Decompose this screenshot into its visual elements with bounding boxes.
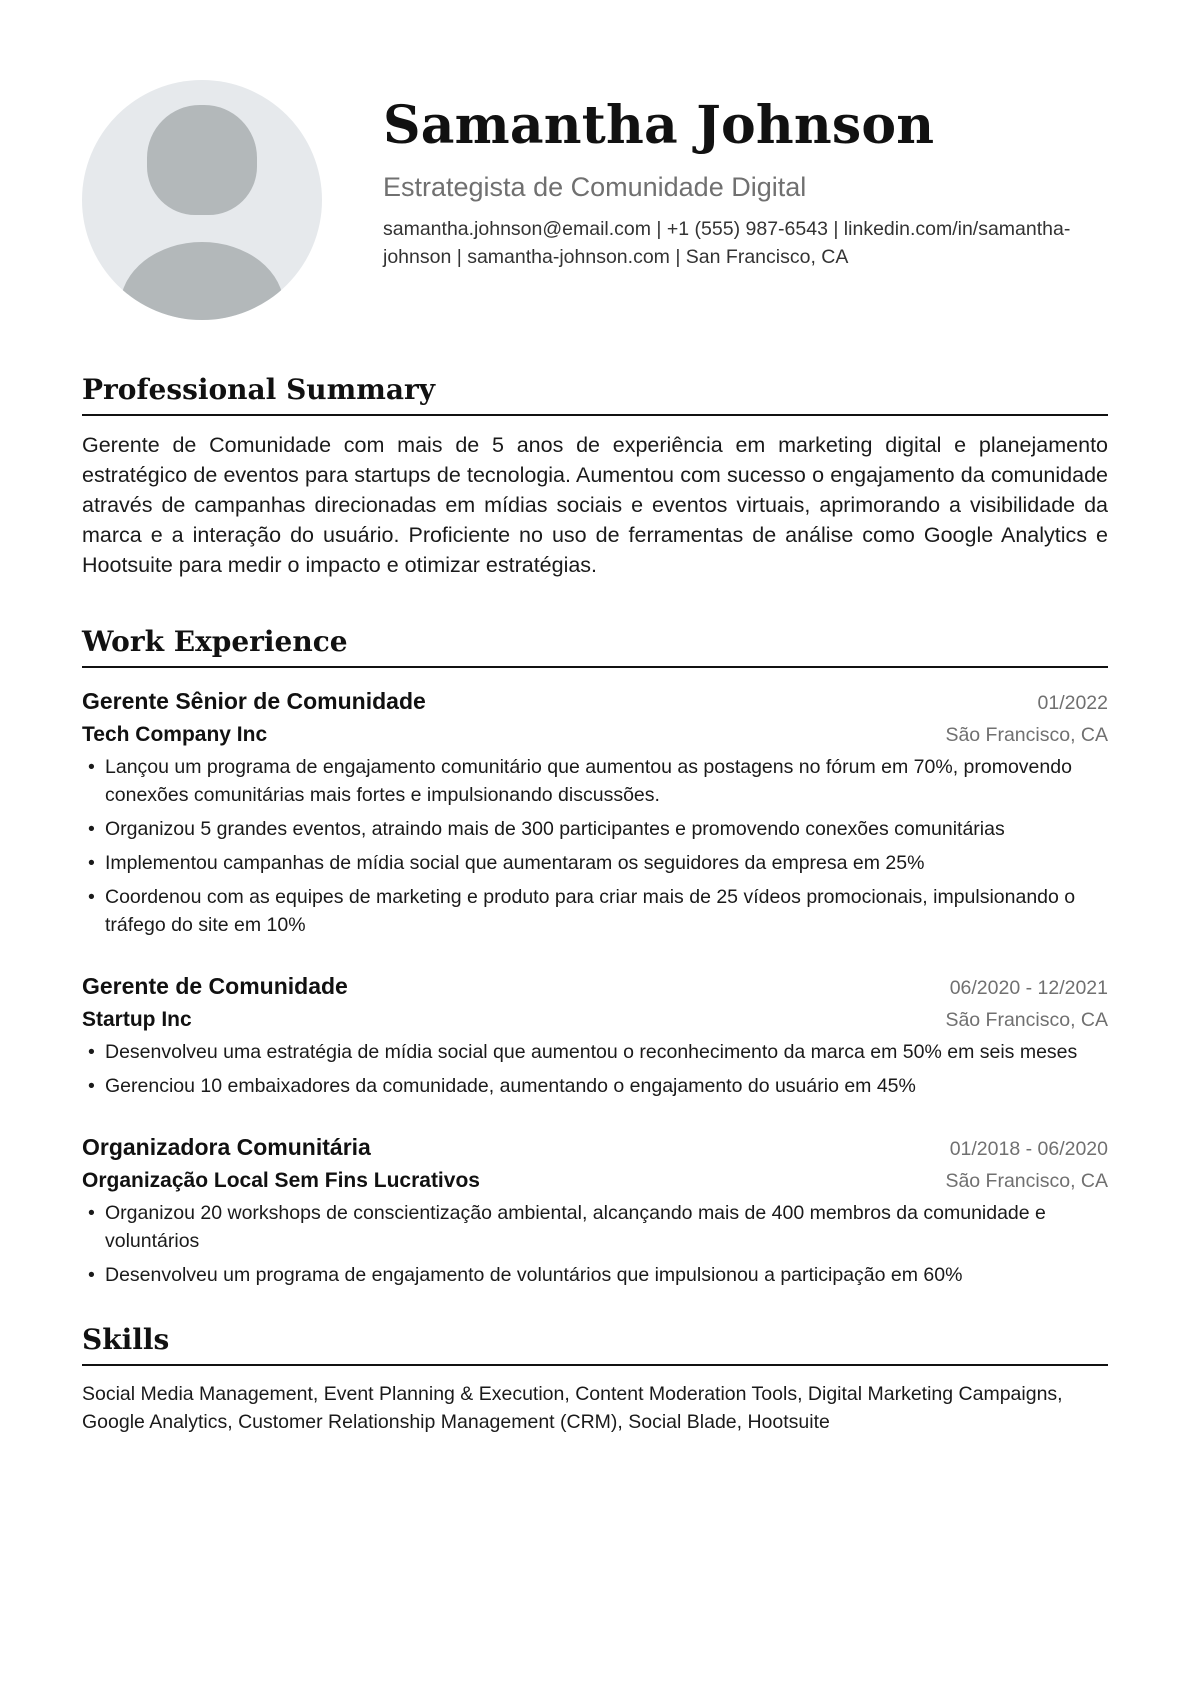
job-company: Organização Local Sem Fins Lucrativos	[82, 1168, 480, 1192]
job-location: São Francisco, CA	[945, 1008, 1108, 1031]
job-date: 01/2018 - 06/2020	[949, 1137, 1108, 1160]
job-company-row	[82, 1008, 1108, 1032]
section-heading: Skills	[82, 1325, 1108, 1366]
bullet-item: • Coordenou com as equipes de marketing e produto para criar mais de 25 vídeos promocionais, impulsionando o tráfego do site em 10%	[82, 883, 1108, 939]
job-header-row	[82, 1134, 1108, 1161]
bullet-item: • Implementou campanhas de mídia social que aumentaram os seguidores da empresa em 25%	[82, 849, 1108, 877]
summary-section	[82, 375, 1108, 580]
avatar-head-shape	[147, 105, 257, 215]
candidate-name: Samantha Johnson	[383, 95, 935, 156]
job-entry	[82, 1134, 1108, 1289]
bullet-item: • Lançou um programa de engajamento comunitário que aumentou as postagens no fórum em 70%, promovendo conexões comunitárias mais fortes e impulsionando discussões.	[82, 753, 1108, 809]
job-header-row	[82, 973, 1108, 1000]
skills-section	[82, 1325, 1108, 1436]
job-company-row	[82, 723, 1108, 747]
section-heading: Professional Summary	[82, 375, 1108, 416]
job-header-row	[82, 688, 1108, 715]
skills-text: Social Media Management, Event Planning & Execution, Content Moderation Tools, Digital Marketing Campaigns, Google Analytics, Customer Relationship Management (CRM), Social Blade, Hootsuite	[82, 1382, 1063, 1433]
job-entry	[82, 688, 1108, 939]
bullet-item: • Desenvolveu uma estratégia de mídia social que aumentou o reconhecimento da marca em 50% em seis meses	[82, 1038, 1108, 1066]
job-role: Gerente de Comunidade	[82, 972, 348, 999]
job-date: 06/2020 - 12/2021	[949, 976, 1108, 999]
experience-section	[82, 627, 1108, 1295]
bullet-item: • Gerenciou 10 embaixadores da comunidade, aumentando o engajamento do usuário em 45%	[82, 1072, 1108, 1100]
bullet-item: • Desenvolveu um programa de engajamento de voluntários que impulsionou a participação em 60%	[82, 1261, 1108, 1289]
job-company: Tech Company Inc	[82, 722, 268, 746]
job-bullets	[82, 1038, 1108, 1100]
job-location: São Francisco, CA	[945, 1169, 1108, 1192]
job-company: Startup Inc	[82, 1007, 192, 1031]
job-date: 01/2022	[1037, 691, 1108, 714]
section-heading: Work Experience	[82, 627, 1108, 668]
identity-block	[383, 80, 1108, 271]
job-entry	[82, 973, 1108, 1100]
job-role: Organizadora Comunitária	[82, 1133, 371, 1160]
job-bullets	[82, 753, 1108, 939]
job-bullets	[82, 1199, 1108, 1289]
candidate-title: Estrategista de Comunidade Digital	[383, 172, 807, 202]
job-role: Gerente Sênior de Comunidade	[82, 687, 426, 714]
contact-line: samantha.johnson@email.com | +1 (555) 987-6543 | linkedin.com/in/samantha-johnson | samantha-johnson.com | San Francisco, CA	[383, 218, 1071, 268]
bullet-item: • Organizou 5 grandes eventos, atraindo mais de 300 participantes e promovendo conexões comunitárias	[82, 815, 1108, 843]
avatar-body-shape	[120, 242, 284, 320]
job-company-row	[82, 1169, 1108, 1193]
summary-text: Gerente de Comunidade com mais de 5 anos de experiência em marketing digital e planejamento estratégico de eventos para startups de tecnologia. Aumentou com sucesso o engajamento da comunidade através de campanhas direcionadas em mídias sociais e eventos virtuais, aprimorando a visibilidade da marca e a interação do usuário. Proficiente no uso de ferramentas de análise como Google Analytics e Hootsuite para medir o impacto e otimizar estratégias.	[82, 432, 1108, 577]
bullet-item: • Organizou 20 workshops de conscientização ambiental, alcançando mais de 400 membros da comunidade e voluntários	[82, 1199, 1108, 1255]
job-location: São Francisco, CA	[945, 723, 1108, 746]
resume-header	[82, 80, 1108, 320]
avatar-placeholder	[82, 80, 322, 320]
